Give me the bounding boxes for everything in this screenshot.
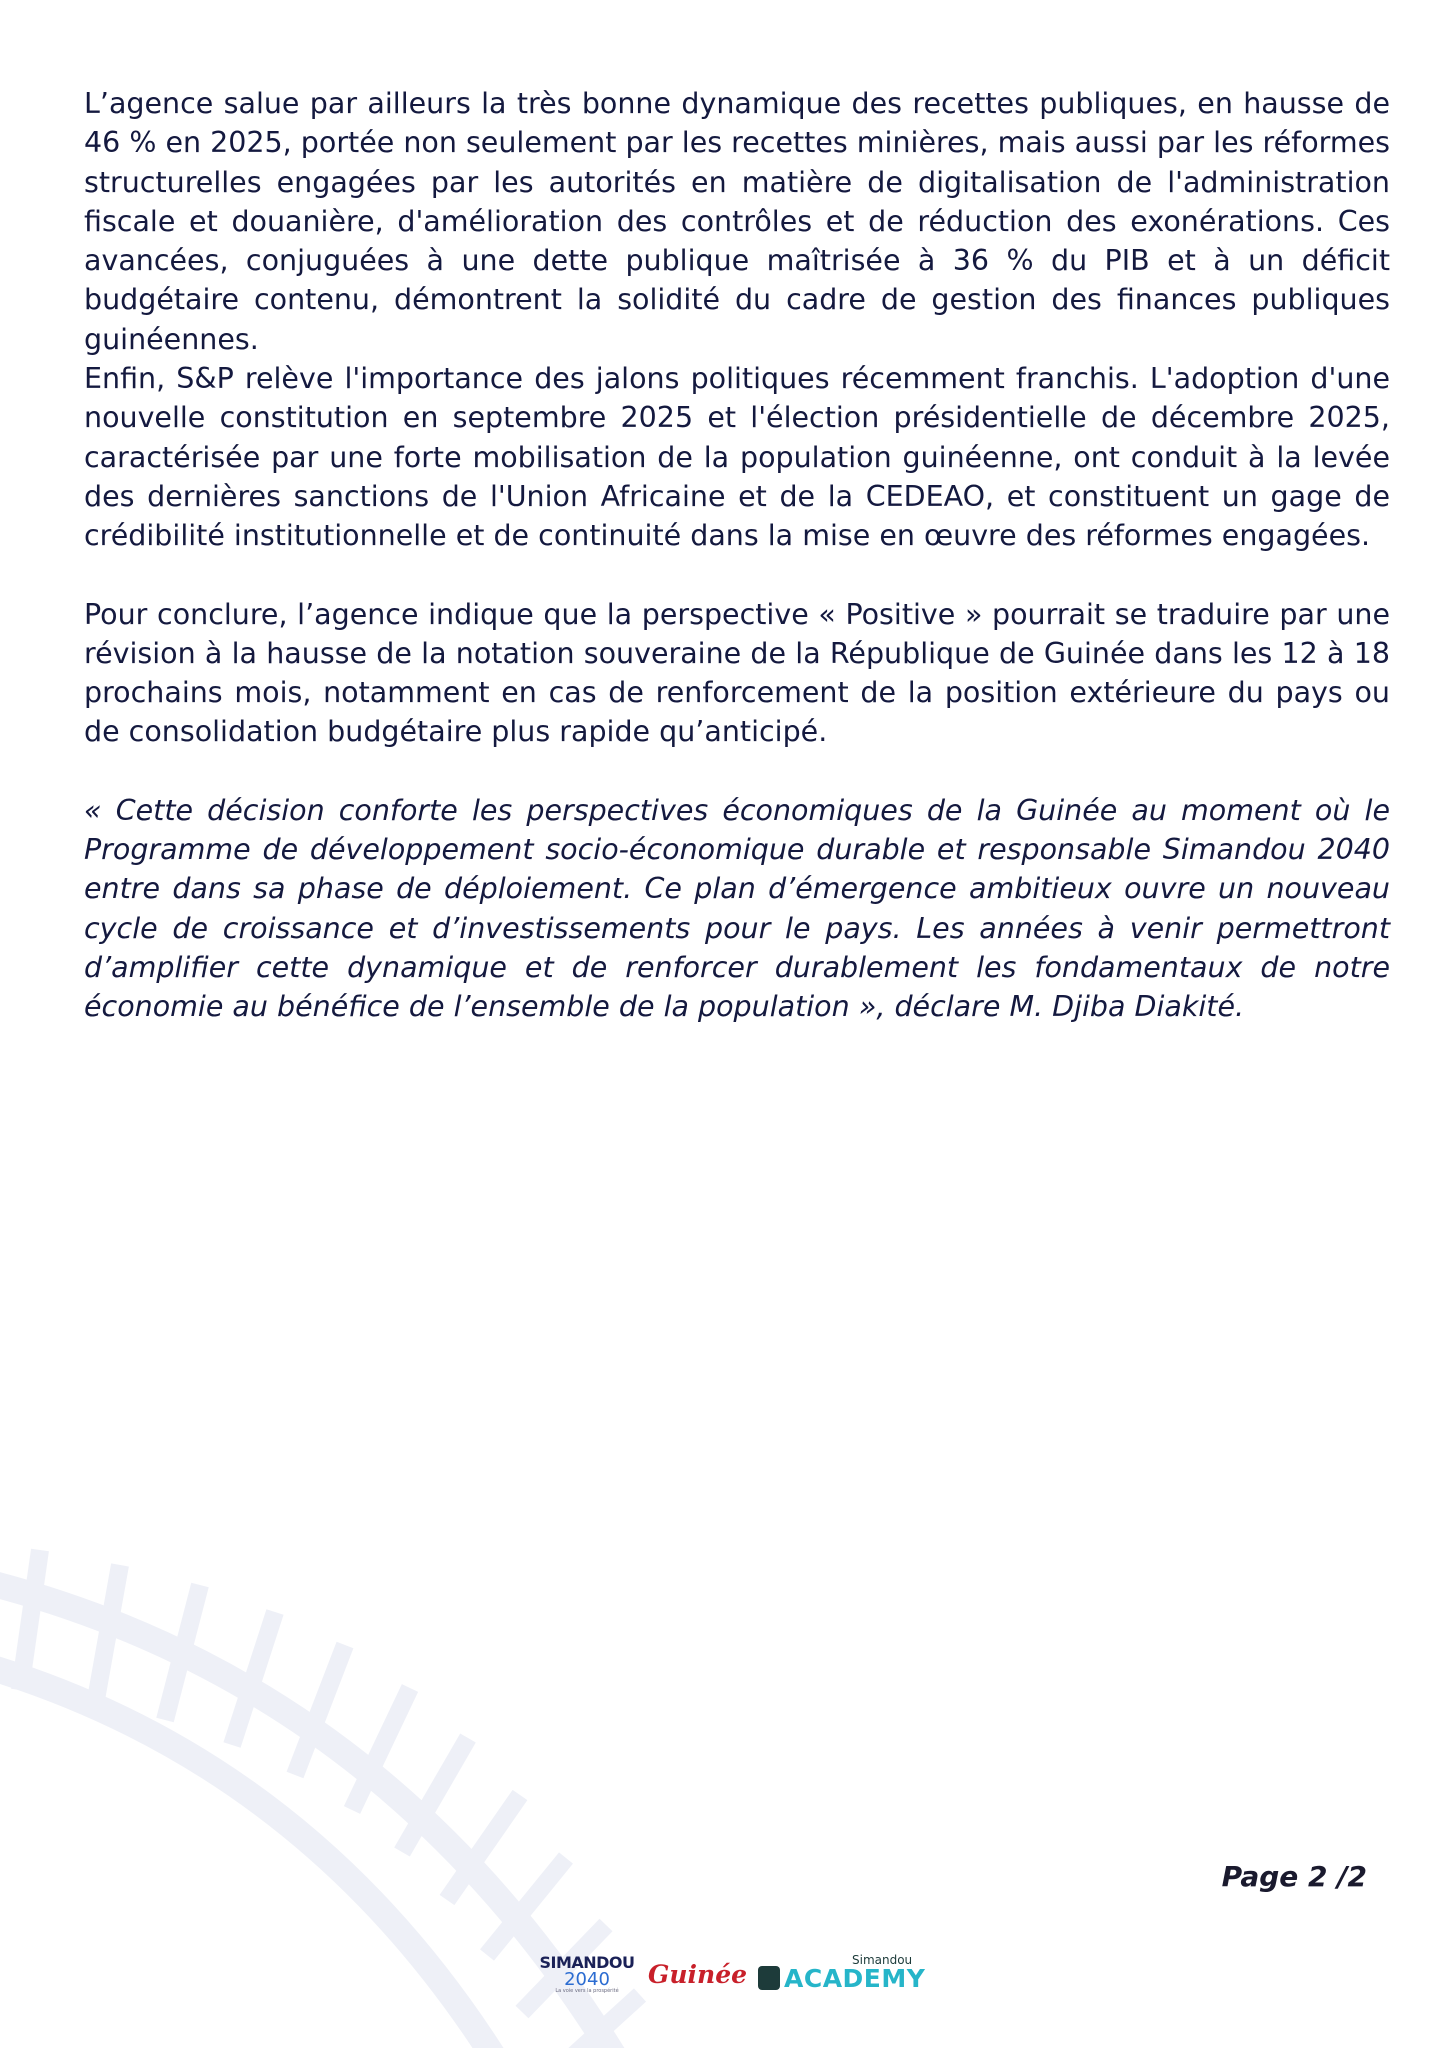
simandou-logo-year: 2040 xyxy=(564,1969,610,1990)
paragraph-conclusion: Pour conclure, l’agence indique que la perspective « Positive » pourrait se traduire par une révision à la hausse de la notation souveraine de la République de Guinée dans les 12 à 18 prochains mois, notamment en cas de renforcement de la position extérieure du pays ou de consolidation budgétaire plus rapide qu’anticipé. xyxy=(84,597,1390,749)
footer-logos xyxy=(536,1952,926,2000)
simandou-logo-tagline: La voie vers la prospérité xyxy=(555,1988,619,1994)
academy-logo-top: Simandou xyxy=(852,1953,913,1967)
paragraph-spacer xyxy=(84,752,1390,791)
academy-logo-main: ACADEMY xyxy=(784,1964,926,1993)
paragraph-recettes: L’agence salue par ailleurs la très bonne dynamique des recettes publiques, en hausse de 46 % en 2025, portée non seulement par les recettes minières, mais aussi par les réformes structurelles engagées par les autorités en matière de digitalisation de l'administration fiscale et douanière, d'amélioration des contrôles et de réduction des exonérations. Ces avancées, conjuguées à une dette publique maîtrisée à 36 % du PIB et à un déficit budgétaire contenu, démontrent la solidité du cadre de gestion des finances publiques guinéennes. xyxy=(84,87,1390,356)
simandou-2040-logo xyxy=(536,1954,638,1998)
document-body xyxy=(84,84,1390,1027)
page-number: Page 2 /2 xyxy=(1221,1860,1367,1893)
simandou-logo-title: SIMANDOU xyxy=(539,1953,635,1972)
quote-djiba-diakite: « Cette décision conforte les perspectives économiques de la Guinée au moment où le Programme de développement socio-économique durable et responsable Simandou 2040 entre dans sa phase de déploiement. Ce plan d’émergence ambitieux ouvre un nouveau cycle de croissance et d’investissements pour le pays. Les années à venir permettront d’amplifier cette dynamique et de renforcer durablement les fondamentaux de notre économie au bénéfice de l’ensemble de la population », déclare M. Djiba Diakité. xyxy=(84,793,1390,1024)
guinee-logo: Guinée xyxy=(648,1960,748,1989)
paragraph-spacer xyxy=(84,556,1390,595)
simandou-academy-logo xyxy=(758,1952,926,2000)
academy-mark-icon xyxy=(758,1966,780,1990)
paragraph-jalons-politiques: Enfin, S&P relève l'importance des jalons politiques récemment franchis. L'adoption d'une nouvelle constitution en septembre 2025 et l'élection présidentielle de décembre 2025, caractérisée par une forte mobilisation de la population guinéenne, ont conduit à la levée des dernières sanctions de l'Union Africaine et de la CEDEAO, et constituent un gage de crédibilité institutionnelle et de continuité dans la mise en œuvre des réformes engagées. xyxy=(84,362,1390,553)
